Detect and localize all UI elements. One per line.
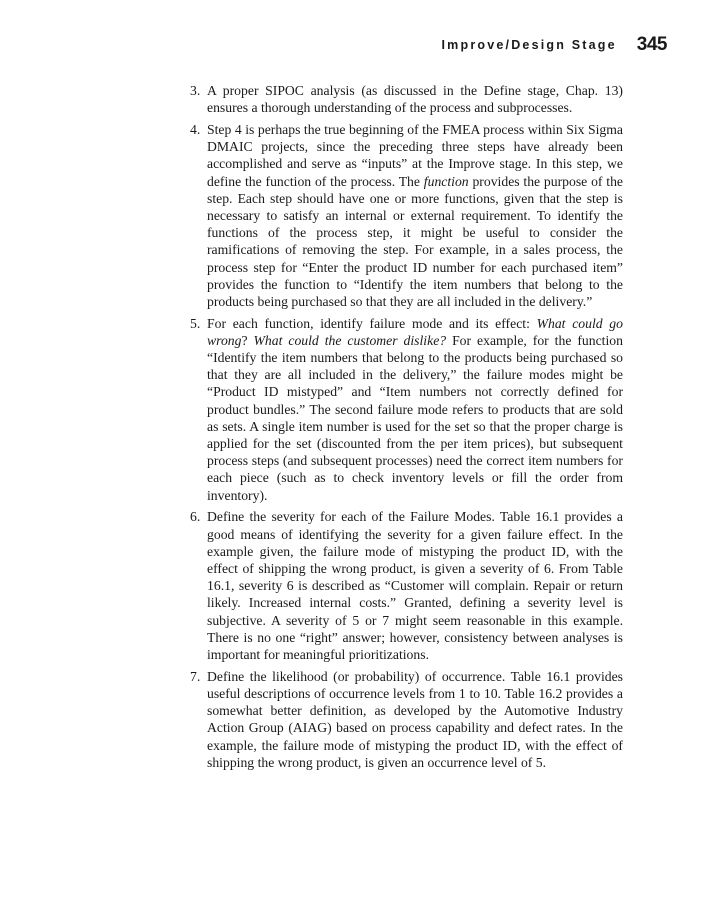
step-text: [207, 122, 623, 309]
step-text: Define the severity for each of the Failure Modes. Table 16.1 provides a good means of identifying the severity for a given failure effect. In the example given, the failure mode of mistyping the product ID, with the effect of shipping the wrong product, is given a severity of 6. From Table 16.1, severity 6 is described as “Customer will complain. Repair or return likely. Increased internal costs.” Granted, defining a severity level is subjective. A severity of 5 or 7 might seem reasonable in this example. There is no one “right” answer; however, consistency between analyses is important for meaningful prioritizations.: [207, 509, 623, 662]
step-text-part: For example, for the function “Identify the item numbers that belong to the products being purchased so that they are all included in the delivery,” the failure modes might be “Product ID mistyped” and “Item numbers not correctly defined for product bundles.” The second failure mode refers to products that are sold as sets. A single item number is used for the set so that the proper charge is applied for the set (discounted from the per item prices), but subsequent process steps (and subsequent processes) need the correct item numbers for each piece (such as to check inventory levels or fill the order from inventory).: [207, 332, 623, 503]
step-text: A proper SIPOC analysis (as discussed in the Define stage, Chap. 13) ensures a thorough understanding of the process and subprocesses.: [207, 83, 623, 116]
step-text-part: ?: [241, 332, 254, 348]
step-text-part: provides the purpose of the step. Each step should have one or more functions, given that the step is necessary to satisfy an internal or external requirement. To identify the functions of the process step, it might be useful to consider the ramifications of removing the step. For example, in a sales process, the process step for “Enter the product ID number for each purchased item” provides the function to “Identify the item numbers that belong to the products being purchased so that they are all included in the delivery.”: [207, 173, 623, 309]
step-text: [207, 316, 623, 503]
running-title: Improve/Design Stage: [441, 38, 617, 52]
page-number: 345: [636, 34, 667, 55]
step-7: [190, 668, 623, 771]
numbered-steps-list: [190, 82, 623, 775]
step-text-emphasis: What could the customer dislike?: [253, 332, 447, 348]
step-3: [190, 82, 623, 116]
step-text-emphasis: function: [423, 173, 469, 189]
step-number: 4.: [190, 121, 201, 137]
step-number: 5.: [190, 315, 201, 331]
step-number: 3.: [190, 83, 201, 98]
running-head: [0, 34, 667, 56]
step-text-part: For each function, identify failure mode and its effect:: [207, 315, 537, 331]
step-number: 6.: [190, 509, 201, 525]
step-4: [190, 121, 623, 310]
step-6: [190, 508, 623, 663]
step-number: 7.: [190, 668, 201, 684]
step-5: [190, 315, 623, 504]
step-text-part: Step 4 is perhaps the true beginning of the FMEA process within Six Sigma DMAIC projects, since the preceding three steps have already been accomplished and serve as “inputs” at the Improve stage. In this step, we define the function of the process. The: [207, 121, 623, 189]
step-text: Define the likelihood (or probability) of occurrence. Table 16.1 provides useful descriptions of occurrence levels from 1 to 10. Table 16.2 provides a somewhat better definition, as developed by the Automotive Industry Action Group (AIAG) based on process capability and defect rates. In the example, the failure mode of mistyping the product ID, with the effect of shipping the wrong product, is given an occurrence level of 5.: [207, 668, 623, 770]
step-text-emphasis: What could go wrong: [207, 315, 623, 348]
